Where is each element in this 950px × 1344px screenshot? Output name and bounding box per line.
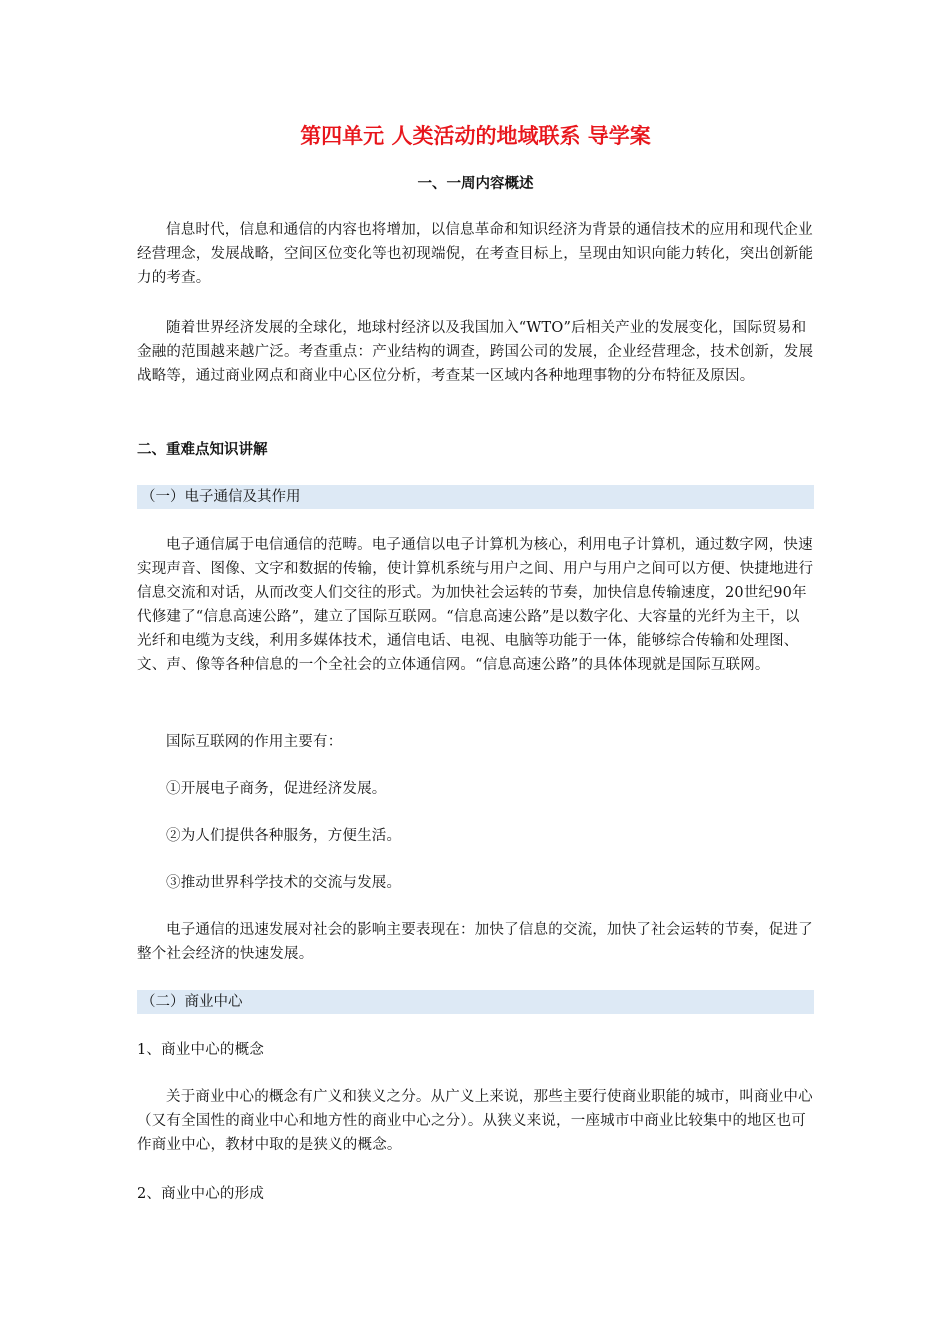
subsection2-bar: （二）商业中心 <box>137 990 814 1014</box>
section1-paragraph-1: 信息时代，信息和通信的内容也将增加，以信息革命和知识经济为背景的通信技术的应用和现代企业经营理念，发展战略，空间区位变化等也初现端倪，在考查目标上，呈现由知识向能力转化，突出创新能力的考查。 <box>137 222 814 286</box>
document-title: 第四单元 人类活动的地域联系 导学案 <box>300 124 651 148</box>
subsection1-list-item-1: ①开展电子商务，促进经济发展。 <box>166 781 387 797</box>
subsection1-bar: （一）电子通信及其作用 <box>137 485 814 509</box>
section1-heading: 一、一周内容概述 <box>417 176 534 192</box>
subsection2-item2-heading: 2、商业中心的形成 <box>137 1186 265 1202</box>
subsection1-paragraph-3: 电子通信的迅速发展对社会的影响主要表现在：加快了信息的交流，加快了社会运转的节奏，促进了整个社会经济的快速发展。 <box>137 922 813 962</box>
section1-paragraph-2: 随着世界经济发展的全球化，地球村经济以及我国加入“WTO”后相关产业的发展变化，国际贸易和金融的范围越来越广泛。考查重点：产业结构的调查，跨国公司的发展，企业经营理念，技术创新，发展战略等，通过商业网点和商业中心区位分析，考查某一区域内各种地理事物的分布特征及原因。 <box>137 320 814 384</box>
subsection1-list-item-3: ③推动世界科学技术的交流与发展。 <box>166 875 402 891</box>
section2-heading: 二、重难点知识讲解 <box>137 442 268 458</box>
subsection1-paragraph-2: 国际互联网的作用主要有： <box>166 734 343 750</box>
subsection2-item1-paragraph: 关于商业中心的概念有广义和狭义之分。从广义上来说，那些主要行使商业职能的城市，叫商业中心（又有全国性的商业中心和地方性的商业中心之分）。从狭义来说，一座城市中商业比较集中的地区也可作商业中心，教材中取的是狭义的概念。 <box>137 1089 813 1153</box>
subsection2-item1-heading: 1、商业中心的概念 <box>137 1042 265 1058</box>
subsection1-paragraph-1: 电子通信属于电信通信的范畴。电子通信以电子计算机为核心，利用电子计算机，通过数字网，快速实现声音、图像、文字和数据的传输，使计算机系统与用户之间、用户与用户之间可以方便、快捷地进行信息交流和对话，从而改变人们交往的形式。为加快社会运转的节奏，加快信息传输速度，20世纪90年代修建了“信息高速公路”，建立了国际互联网。“信息高速公路”是以数字化、大容量的光纤为主干，以光纤和电缆为支线，利用多媒体技术，通信电话、电视、电脑等功能于一体，能够综合传输和处理图、文、声、像等各种信息的一个全社会的立体通信网。“信息高速公路”的具体体现就是国际互联网。 <box>137 537 814 673</box>
subsection1-list-item-2: ②为人们提供各种服务，方便生活。 <box>166 828 402 844</box>
